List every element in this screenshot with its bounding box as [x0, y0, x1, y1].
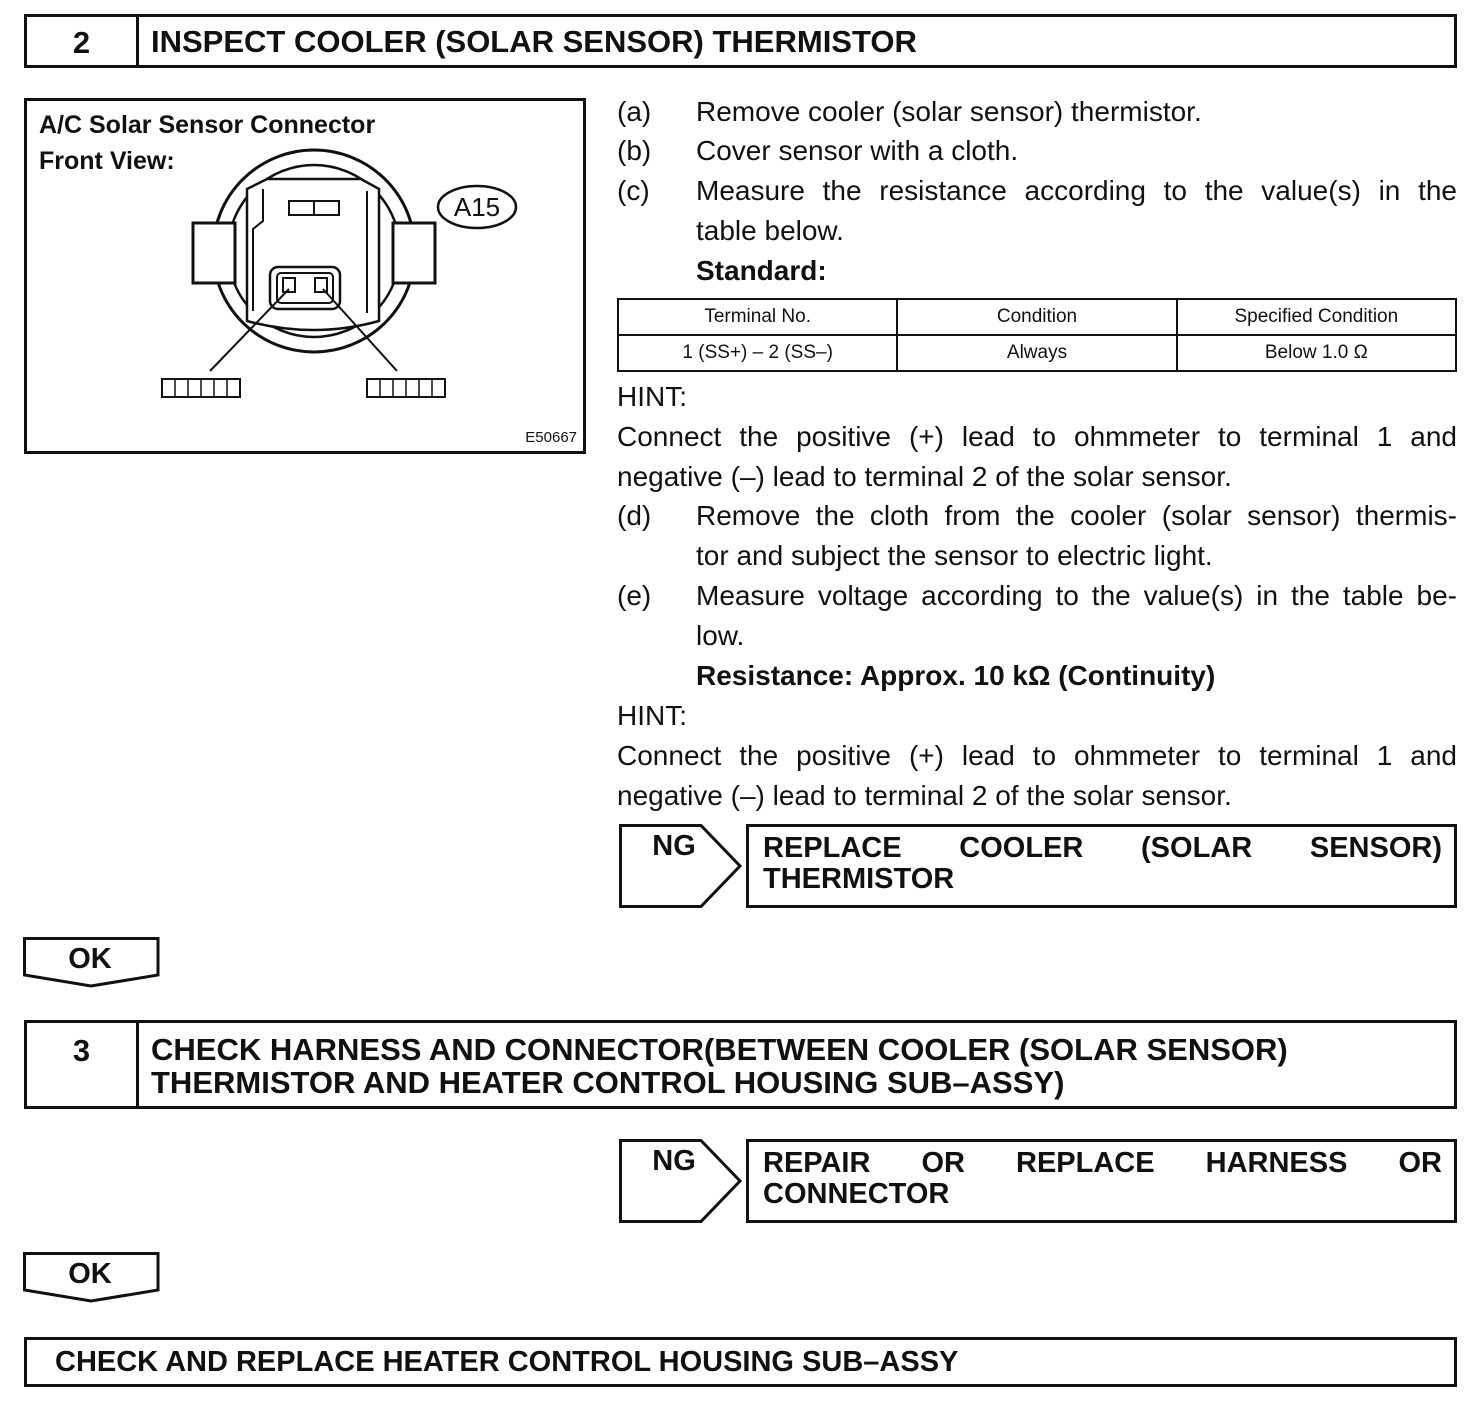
hint-2-label: HINT: [617, 700, 687, 731]
step-d-text-line2: tor and subject the sensor to electric light. [696, 540, 1213, 571]
figure-code: E50667 [525, 429, 577, 446]
table-header-cell: Specified Condition [1177, 299, 1456, 335]
step-number: 2 [27, 17, 139, 65]
step-number: 3 [27, 1023, 139, 1106]
connector-drawing [27, 101, 583, 451]
ng-action-2 [746, 1139, 1457, 1223]
step-3-header [24, 1020, 1457, 1109]
table-cell: Below 1.0 Ω [1177, 335, 1456, 371]
hint-1-label: HINT: [617, 381, 687, 412]
ng-action-line1: REPAIR OR REPLACE HARNESS OR [763, 1147, 1442, 1179]
step-a-text: Remove cooler (solar sensor) thermistor. [696, 96, 1202, 127]
table-cell: 1 (SS+) – 2 (SS–) [618, 335, 897, 371]
procedure-text [617, 92, 1457, 822]
step-title: INSPECT COOLER (SOLAR SENSOR) THERMISTOR [151, 24, 917, 59]
ng-action-1 [746, 824, 1457, 908]
step-b-text: Cover sensor with a cloth. [696, 135, 1019, 166]
ng-action-line2: THERMISTOR [763, 863, 955, 895]
step-3-title [139, 1023, 1288, 1106]
step-d-text-line1: Remove the cloth from the cooler (solar sensor) thermis- [696, 500, 1457, 531]
final-action: CHECK AND REPLACE HEATER CONTROL HOUSING SUB–ASSY [24, 1337, 1457, 1387]
step-e-text-line2: low. [696, 620, 745, 651]
hint-2-line1: Connect the positive (+) lead to ohmmeter to terminal 1 and [617, 740, 1457, 771]
step-title-line1: CHECK HARNESS AND CONNECTOR(BETWEEN COOLER (SOLAR SENSOR) [151, 1032, 1288, 1067]
ng-action-line2: CONNECTOR [763, 1178, 950, 1210]
step-c-label: (c) [617, 175, 650, 206]
resistance-spec [696, 656, 1457, 696]
spec-table [617, 298, 1457, 372]
table-header-row [618, 299, 1456, 335]
table-header-cell: Condition [897, 299, 1176, 335]
ng-label: NG [652, 830, 696, 862]
ng-label: NG [652, 1145, 696, 1177]
step-a-label: (a) [617, 96, 652, 127]
resistance-label: Resistance: [696, 660, 854, 691]
ng-action-line1: REPLACE COOLER (SOLAR SENSOR) [763, 832, 1442, 864]
ok-branch-1[interactable] [22, 937, 162, 989]
figure-subtitle: Front View: [39, 147, 175, 175]
ok-branch-2[interactable] [22, 1252, 162, 1304]
ok-label: OK [68, 943, 112, 975]
connector-label: A15 [453, 192, 501, 222]
step-e-text-line1: Measure voltage according to the value(s) in the table be- [696, 580, 1457, 611]
step-2-header [24, 14, 1457, 68]
hint-1-line1: Connect the positive (+) lead to ohmmeter to terminal 1 and [617, 421, 1457, 452]
figure-title: A/C Solar Sensor Connector [39, 111, 376, 139]
connector-figure [24, 98, 586, 454]
step-c-text-line2: table below. [696, 215, 844, 246]
ng-branch-2[interactable] [619, 1139, 743, 1223]
standard-label: Standard: [696, 255, 827, 286]
hint-1-line2: negative (–) lead to terminal 2 of the solar sensor. [617, 461, 1232, 492]
ng-branch-1[interactable] [619, 824, 743, 908]
table-cell: Always [897, 335, 1176, 371]
table-row [618, 335, 1456, 371]
ok-label: OK [68, 1258, 112, 1290]
step-title-line2: THERMISTOR AND HEATER CONTROL HOUSING SUB–ASSY) [151, 1065, 1065, 1100]
hint-2-line2: negative (–) lead to terminal 2 of the solar sensor. [617, 780, 1232, 811]
step-c-text-line1: Measure the resistance according to the value(s) in the [696, 175, 1457, 206]
resistance-value: Approx. 10 kΩ (Continuity) [859, 660, 1216, 691]
step-e-label: (e) [617, 580, 652, 611]
table-header-cell: Terminal No. [618, 299, 897, 335]
step-b-label: (b) [617, 135, 652, 166]
step-d-label: (d) [617, 500, 652, 531]
